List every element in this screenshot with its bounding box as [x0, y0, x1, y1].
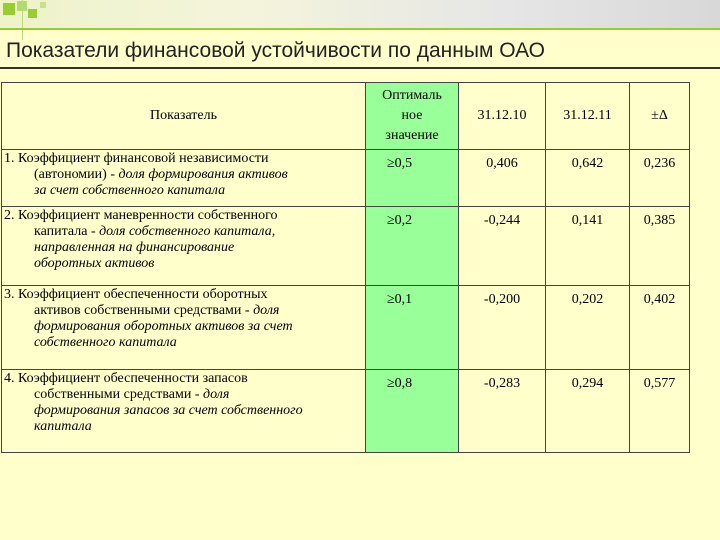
optimal-value: ≥0,5 — [366, 150, 459, 207]
value-2010: -0,200 — [459, 286, 546, 370]
value-2011: 0,141 — [546, 207, 630, 286]
decor-square — [28, 9, 37, 18]
value-2011: 0,642 — [546, 150, 630, 207]
header-date-2010: 31.12.10 — [459, 83, 546, 150]
header-decoration — [0, 0, 720, 28]
header-bar — [0, 28, 720, 30]
decor-square — [40, 2, 46, 8]
table-row — [2, 286, 690, 370]
table-row — [2, 370, 690, 453]
delta-value: 0,402 — [630, 286, 690, 370]
financial-stability-table — [1, 82, 690, 453]
indicator-cell: 2. Коэффициент маневренности собственного капитала - доля собственного капитала, направленная на финансирование оборотных активов — [2, 207, 366, 286]
header-optimal: Оптималь ное значение — [366, 83, 459, 150]
delta-value: 0,577 — [630, 370, 690, 453]
table-row — [2, 207, 690, 286]
indicator-cell: 3. Коэффициент обеспеченности оборотных активов собственными средствами - доля формирования оборотных активов за счет собственного капитала — [2, 286, 366, 370]
value-2010: -0,244 — [459, 207, 546, 286]
value-2010: -0,283 — [459, 370, 546, 453]
header-indicator: Показатель — [2, 83, 366, 150]
indicator-cell: 1. Коэффициент финансовой независимости (автономии) - доля формирования активов за счет собственного капитала — [2, 150, 366, 207]
decor-line — [22, 0, 23, 40]
optimal-value: ≥0,1 — [366, 286, 459, 370]
title-rule — [0, 67, 720, 69]
value-2010: 0,406 — [459, 150, 546, 207]
table-row — [2, 150, 690, 207]
optimal-value: ≥0,8 — [366, 370, 459, 453]
page-title: Показатели финансовой устойчивости по данным ОАО — [6, 39, 545, 62]
decor-square — [3, 3, 15, 15]
delta-value: 0,236 — [630, 150, 690, 207]
delta-value: 0,385 — [630, 207, 690, 286]
header-date-2011: 31.12.11 — [546, 83, 630, 150]
optimal-value: ≥0,2 — [366, 207, 459, 286]
value-2011: 0,202 — [546, 286, 630, 370]
value-2011: 0,294 — [546, 370, 630, 453]
header-delta: ±Δ — [630, 83, 690, 150]
table-header-row — [2, 83, 690, 150]
indicator-cell: 4. Коэффициент обеспеченности запасов собственными средствами - доля формирования запасов за счет собственного капитала — [2, 370, 366, 453]
